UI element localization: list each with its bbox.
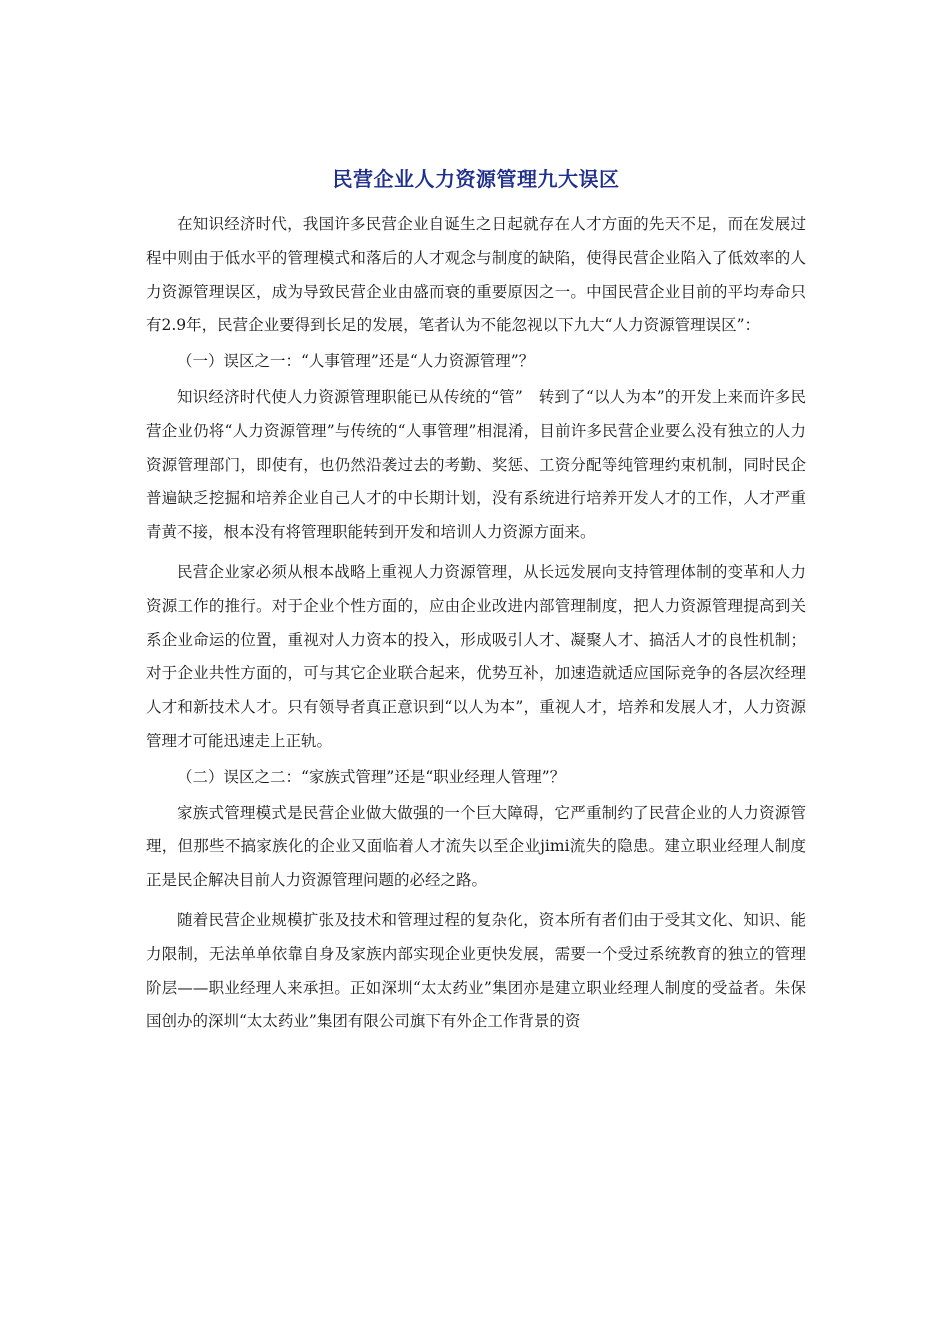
- document-title: 民营企业人力资源管理九大误区: [332, 167, 620, 191]
- section2-paragraph-2: 随着民营企业规模扩张及技术和管理过程的复杂化，资本所有者们由于受其文化、知识、能力限制，无法单单依靠自身及家族内部实现企业更快发展，需要一个受过系统教育的独立的管理阶层——职业经理人来承担。正如深圳“太太药业”集团亦是建立职业经理人制度的受益者。朱保国创办的深圳“太太药业”集团有限公司旗下有外企工作背景的资: [146, 910, 806, 1031]
- section2-paragraph-1: 家族式管理模式是民营企业做大做强的一个巨大障碍，它严重制约了民营企业的人力资源管理，但那些不搞家族化的企业又面临着人才流失以至企业jimi流失的隐患。建立职业经理人制度正是民企解决目前人力资源管理问题的必经之路。: [146, 803, 806, 890]
- intro-paragraph: 在知识经济时代，我国许多民营企业自诞生之日起就存在人才方面的先天不足，而在发展过程中则由于低水平的管理模式和落后的人才观念与制度的缺陷，使得民营企业陷入了低效率的人力资源管理误区，成为导致民营企业由盛而衰的重要原因之一。中国民营企业目前的平均寿命只有2.9年，民营企业要得到长足的发展，笔者认为不能忽视以下九大“人力资源管理误区”：: [146, 215, 806, 335]
- section-heading-2: （二）误区之二：“家族式管理”还是“职业经理人管理”？: [177, 767, 566, 786]
- section1-paragraph-1: 知识经济时代使人力资源管理职能已从传统的“管” 转到了“以人为本”的开发上来而许多民营企业仍将“人力资源管理”与传统的“人事管理”相混淆，目前许多民营企业要么没有独立的人力资源管理部门，即使有，也仍然沿袭过去的考勤、奖惩、工资分配等纯管理约束机制，同时民企普遍缺乏挖掘和培养企业自己人才的中长期计划，没有系统进行培养开发人才的工作，人才严重青黄不接，根本没有将管理职能转到开发和培训人力资源方面来。: [146, 387, 806, 542]
- section-heading-1: （一）误区之一：“人事管理”还是“人力资源管理”？: [177, 352, 535, 371]
- section1-paragraph-2: 民营企业家必须从根本战略上重视人力资源管理，从长远发展向支持管理体制的变革和人力资源工作的推行。对于企业个性方面的，应由企业改进内部管理制度，把人力资源管理提高到关系企业命运的位置，重视对人力资本的投入，形成吸引人才、凝聚人才、搞活人才的良性机制；对于企业共性方面的，可与其它企业联合起来，优势互补，加速造就适应国际竞争的各层次经理人才和新技术人才。只有领导者真正意识到“以人为本”，重视人才，培养和发展人才，人力资源管理才可能迅速走上正轨。: [146, 562, 806, 750]
- document-page: [146, 150, 806, 1039]
